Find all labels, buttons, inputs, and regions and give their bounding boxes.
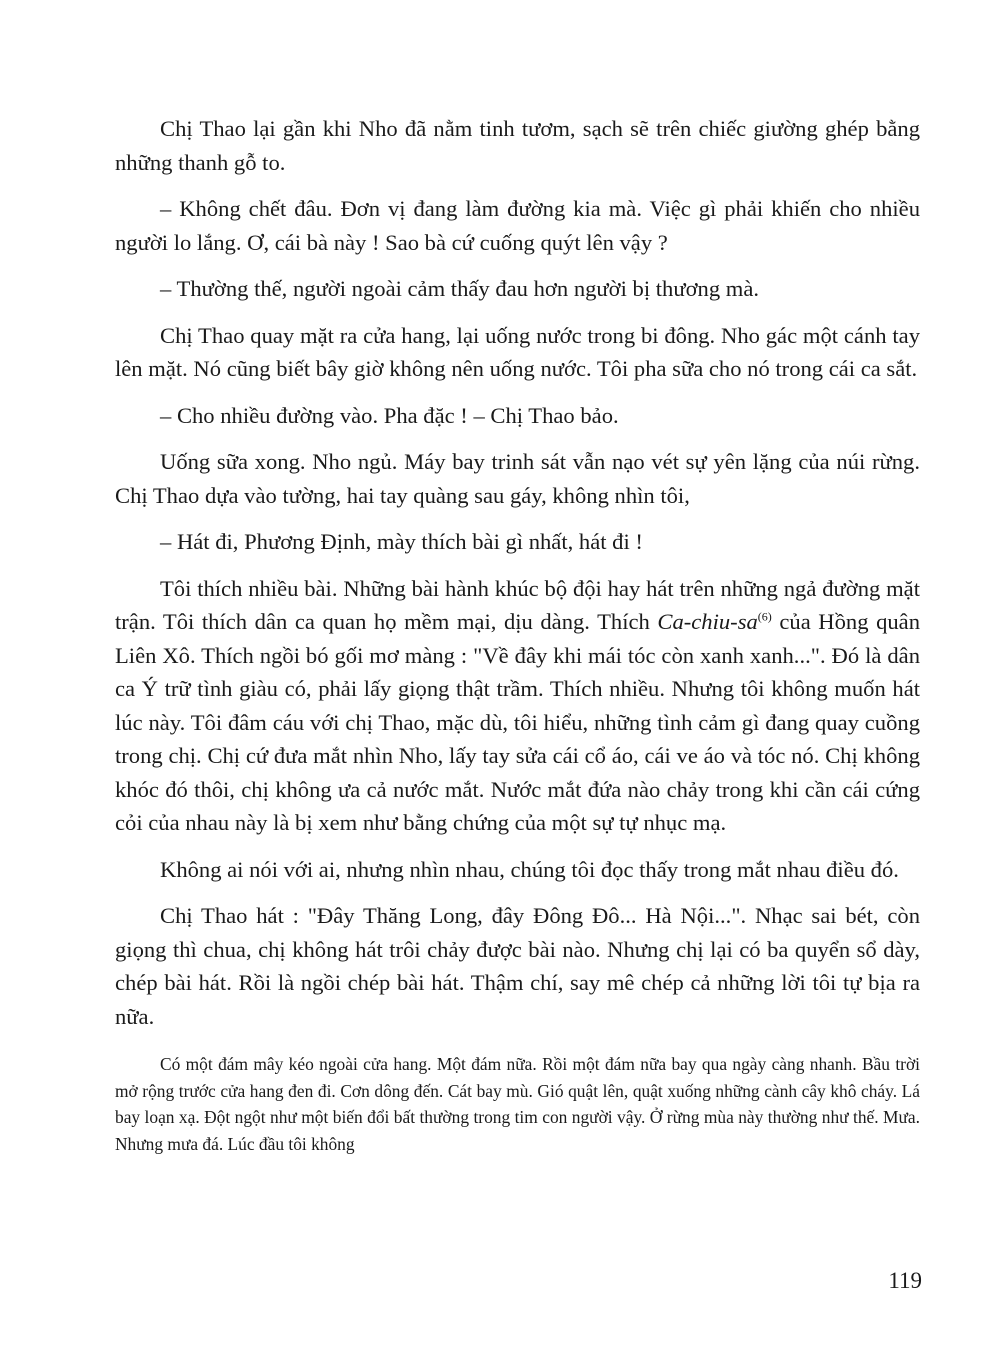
dialog-paragraph-1: – Không chết đâu. Đơn vị đang làm đường kia mà. Việc gì phải khiến cho nhiều người lo lắng. Ơ, cái bà này ! Sao bà cứ cuống quýt lên vậy ? — [115, 196, 920, 255]
dialog-paragraph-4: – Hát đi, Phương Định, mày thích bài gì nhất, hát đi ! — [160, 529, 643, 554]
dialog-paragraph-3: – Cho nhiều đường vào. Pha đặc ! – Chị Thao bảo. — [160, 402, 619, 428]
paragraph-4: Không ai nói với ai, nhưng nhìn nhau, chúng tôi đọc thấy trong mắt nhau điều đó. — [160, 856, 899, 882]
dialog-paragraph-2: – Thường thế, người ngoài cảm thấy đau hơn người bị thương mà. — [160, 276, 760, 301]
paragraph-2: Chị Thao quay mặt ra cửa hang, lại uống nước trong bi đông. Nho gác một cánh tay lên mặt. Nó cũng biết bây giờ không nên uống nước. Tôi pha sữa cho nó trong cái ca sắt. — [115, 322, 920, 381]
paragraph-long-part1: Tôi thích nhiều bài. Những bài hành khúc bộ đội hay hát trên những ngả đường mặt trận. Tôi thích dân ca quan họ mềm mại, dịu dàng. Thích — [115, 575, 920, 634]
paragraph-5: Chị Thao hát : "Đây Thăng Long, đây Đông Đô... Hà Nội...". Nhạc sai bét, còn giọng thì chua, chị không hát trôi chảy được bài nào. Nhưng chị lại có ba quyển sổ dày, chép bài hát. Rồi là ngồi chép bài hát. Thậm chí, say mê chép cả những lời tôi tự bịa ra nữa. — [115, 903, 920, 1029]
song-title-italic: Ca-chiu-sa — [657, 609, 758, 634]
page-body — [115, 112, 920, 1157]
paragraph-long — [115, 572, 920, 840]
page-number: 119 — [888, 1268, 922, 1293]
paragraph-1: Chị Thao lại gần khi Nho đã nằm tinh tươm, sạch sẽ trên chiếc giường ghép bằng những thanh gỗ to. — [115, 116, 920, 175]
paragraph-long-part2: của Hồng quân Liên Xô. Thích ngồi bó gối mơ màng : "Về đây khi mái tóc còn xanh xanh...". Đó là dân ca Ý trữ tình giàu có, phải lấy giọng thật trầm. Thích nhiều. Nhưng tôi không muốn hát lúc này. Tôi đâm cáu với chị Thao, mặc dù, tôi hiểu, những tình cảm gì đang quay cuồng trong chị. Chị cứ đưa mắt nhìn Nho, lấy tay sửa cái cổ áo, cái ve áo và tóc nó. Chị không khóc đó thôi, chị không ưa cả nước mắt. Nước mắt đứa nào chảy trong khi cần cái cứng cỏi của nhau này là bị xem như bằng chứng của một sự tự nhục mạ. — [115, 609, 920, 835]
small-paragraph: Có một đám mây kéo ngoài cửa hang. Một đám nữa. Rồi một đám nữa bay qua ngày càng nhanh. Bầu trời mở rộng trước cửa hang đen đi. Cơn dông đến. Cát bay mù. Gió quật lên, quật xuống những cành cây khô cháy. Lá bay loạn xạ. Đột ngột như một biến đổi bất thường trong tim con người vậy. Ở rừng mùa này thường như thế. Mưa. Nhưng mưa đá. Lúc đầu tôi không — [115, 1054, 920, 1154]
paragraph-3: Uống sữa xong. Nho ngủ. Máy bay trinh sát vẫn nạo vét sự yên lặng của núi rừng. Chị Thao dựa vào tường, hai tay quàng sau gáy, không nhìn tôi, — [115, 449, 920, 508]
footnote-mark: (6) — [757, 609, 772, 624]
